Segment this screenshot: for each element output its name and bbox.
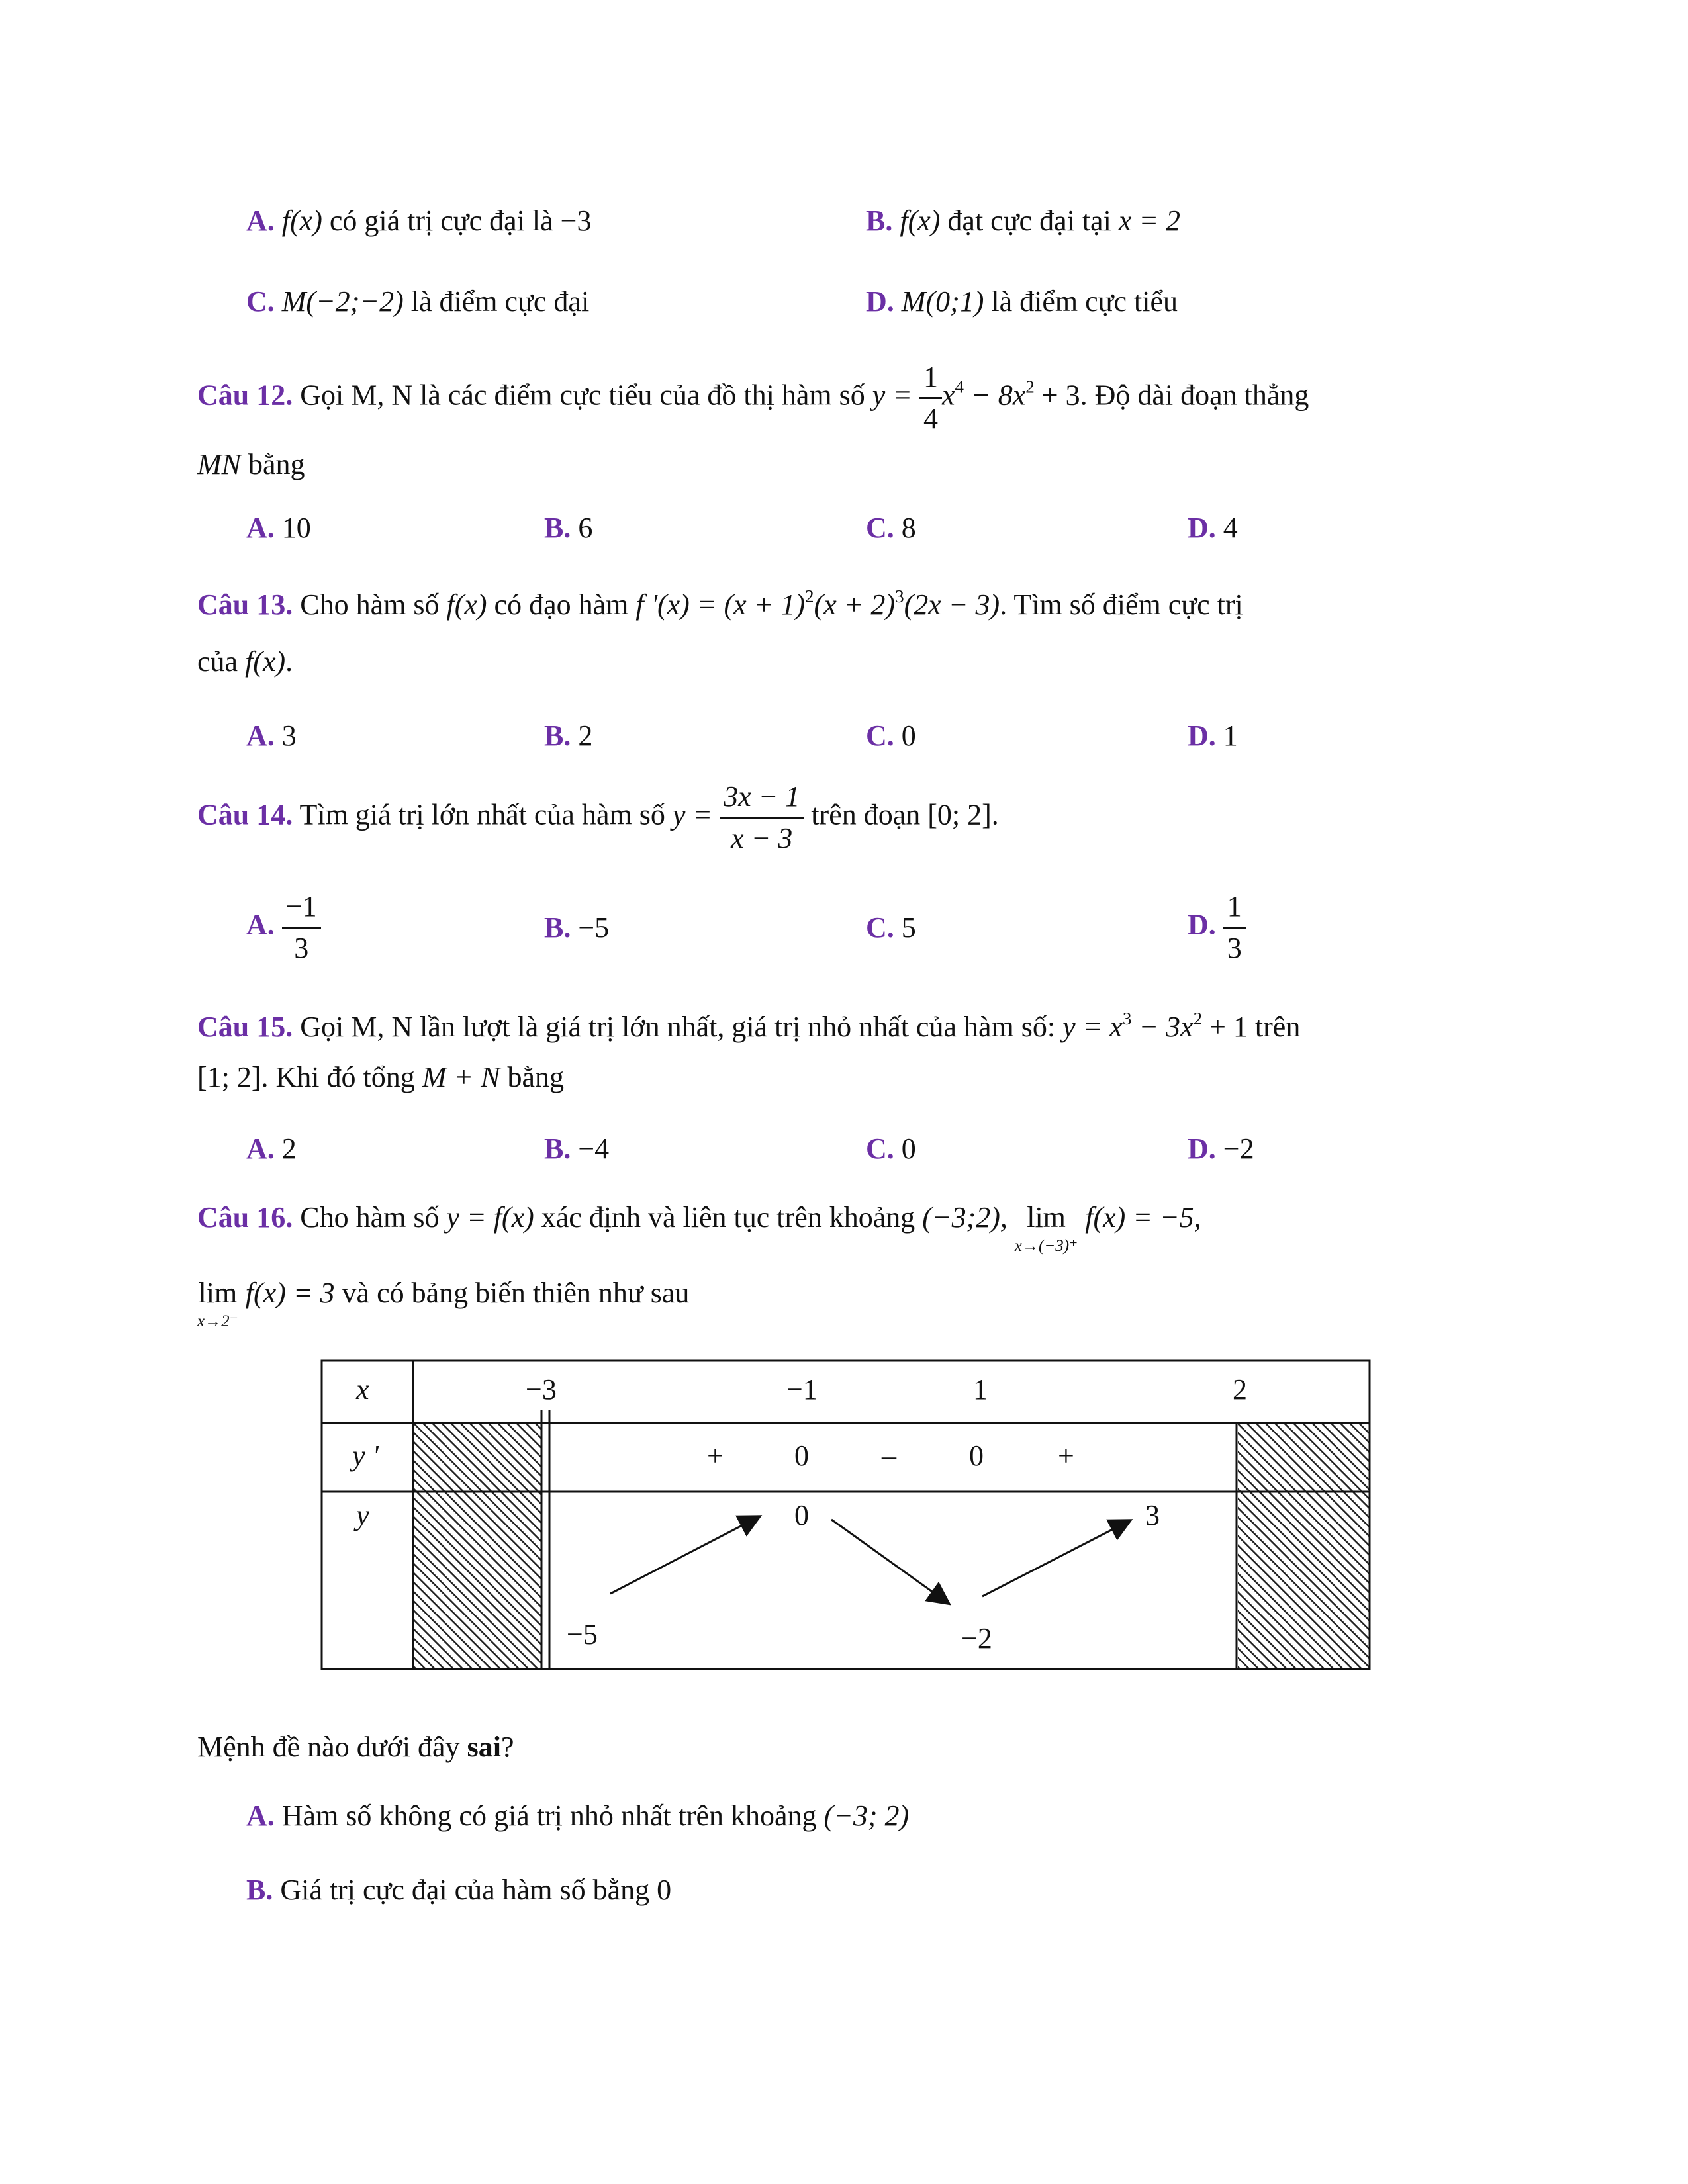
math-term: + 3 [1034, 379, 1080, 412]
question-text: Tìm giá trị lớn nhất của hàm số [299, 798, 665, 831]
math-interval: (−3; 2) [823, 1799, 910, 1832]
math-derivative: f '(x) = (x + 1) [635, 588, 806, 621]
hatch-right [1238, 1423, 1369, 1668]
question-number: Câu 15. [197, 1011, 293, 1043]
exponent: 2 [1025, 377, 1035, 397]
arrow-down [831, 1520, 948, 1603]
answer-text: Hàm số không có giá trị nhỏ nhất trên khoảng [281, 1799, 817, 1832]
answer-value: 10 [281, 512, 311, 544]
math-factor: (x + 2) [814, 588, 896, 621]
y-value-max: 0 [794, 1499, 809, 1531]
frac-num: 1 [1223, 892, 1246, 929]
math-fx: f(x) [900, 205, 941, 237]
answer-value: 0 [901, 719, 916, 752]
answer-label: D. [866, 285, 894, 318]
question-text: bằng [507, 1061, 564, 1093]
punctuation: ? [500, 1731, 514, 1763]
exponent: 2 [1193, 1009, 1203, 1028]
table-row-y: y [356, 1499, 369, 1531]
answer-text: là điểm cực tiểu [991, 285, 1178, 318]
answer-value: 2 [578, 719, 593, 752]
limit-expression: f(x) = 3 [245, 1277, 335, 1309]
math-fx: f(x) [281, 205, 322, 237]
answer-value: −2 [1223, 1132, 1254, 1165]
answer-text: là điểm cực đại [410, 285, 590, 318]
q16-option-b[interactable] [246, 1876, 671, 1905]
frac-den: 3 [294, 932, 309, 964]
sign: 0 [969, 1439, 984, 1472]
sign: + [1058, 1439, 1074, 1472]
question-text: và có bảng biến thiên như sau [342, 1277, 690, 1309]
question-number: Câu 12. [197, 379, 293, 412]
lim-word: lim [1027, 1201, 1066, 1234]
x-value: 1 [973, 1373, 988, 1406]
answer-value: 8 [901, 512, 916, 544]
answer-label: D. [1188, 719, 1216, 752]
answer-value: 6 [578, 512, 593, 544]
answer-value: −3 [560, 205, 592, 237]
exponent: 3 [1122, 1009, 1132, 1028]
exponent: 3 [895, 586, 904, 606]
math-term: + 1 [1202, 1011, 1248, 1043]
question-text: . Khi đó tổng [261, 1061, 415, 1093]
answer-label: C. [866, 911, 894, 944]
answer-value: −4 [578, 1132, 610, 1165]
answer-text: Giá trị cực đại của hàm số bằng 0 [280, 1874, 672, 1906]
frac-den: 4 [923, 402, 938, 435]
answer-label: A. [246, 908, 275, 941]
y-value-start: −5 [567, 1618, 598, 1651]
answer-value: 5 [901, 911, 916, 944]
answer-value: 2 [281, 1132, 297, 1165]
math-interval: (−3;2), [922, 1201, 1008, 1234]
answer-label: C. [866, 1132, 894, 1165]
x-value: 2 [1233, 1373, 1247, 1406]
question-text: có đạo hàm [494, 588, 629, 621]
answer-label: A. [246, 719, 275, 752]
math-factor: (2x − 3) [904, 588, 1000, 621]
punctuation: . [285, 645, 293, 678]
question-text: xác định và liên tục trên khoảng [541, 1201, 915, 1234]
exponent: 4 [955, 377, 964, 397]
question-text: của [197, 645, 238, 678]
answer-label: C. [866, 512, 894, 544]
math-mn: MN [197, 448, 241, 480]
math-func: y = f(x) [446, 1201, 534, 1234]
question-text: Mệnh đề nào dưới đây [197, 1731, 460, 1763]
limit-expression: f(x) = −5, [1085, 1201, 1201, 1234]
frac-den: 3 [1227, 932, 1242, 964]
answer-label: B. [544, 1132, 571, 1165]
answer-text: đạt cực đại tại [947, 205, 1111, 237]
answer-label: B. [866, 205, 893, 237]
answer-label: A. [246, 205, 275, 237]
question-text: trên [1254, 1011, 1301, 1043]
question-number: Câu 16. [197, 1201, 293, 1234]
answer-label: B. [246, 1874, 273, 1906]
question-number: Câu 13. [197, 588, 293, 621]
math-interval: [1; 2] [197, 1061, 261, 1093]
arrow-up-2 [982, 1521, 1129, 1596]
sign: – [882, 1439, 896, 1472]
answer-label: A. [246, 1132, 275, 1165]
table-row-yprime: y ' [352, 1439, 379, 1472]
answer-label: B. [544, 911, 571, 944]
answer-value: 1 [1223, 719, 1238, 752]
answer-label: D. [1188, 1132, 1216, 1165]
answer-value: −5 [578, 911, 610, 944]
question-text: trên đoạn [811, 798, 921, 831]
math-point: M(0;1) [901, 285, 984, 318]
question-text: Cho hàm số [300, 1201, 440, 1234]
y-value-end: 3 [1145, 1499, 1160, 1531]
answer-label: A. [246, 1799, 275, 1832]
answer-condition: x = 2 [1118, 205, 1181, 237]
math-interval: [0; 2] [927, 798, 992, 831]
y-value-min: −2 [961, 1622, 992, 1655]
math-y: y = [872, 379, 912, 412]
arrow-up-1 [610, 1517, 759, 1594]
answer-value: 4 [1223, 512, 1238, 544]
math-func: y = x [1062, 1011, 1123, 1043]
sign: + [707, 1439, 724, 1472]
answer-value: 3 [281, 719, 297, 752]
answer-label: D. [1188, 512, 1216, 544]
frac-num: 3x − 1 [720, 782, 804, 819]
x-value: −1 [786, 1373, 818, 1406]
question-text: . Tìm số điểm cực trị [1000, 588, 1243, 621]
question-text: . Độ dài đoạn thẳng [1080, 379, 1309, 412]
question-text: bằng [241, 448, 305, 480]
math-fx: f(x) [446, 588, 487, 621]
emphasis-word: sai [467, 1731, 501, 1763]
answer-label: B. [544, 512, 571, 544]
question-text: Gọi M, N lần lượt là giá trị lớn nhất, giá trị nhỏ nhất của hàm số: [300, 1011, 1056, 1043]
question-text: Gọi M, N là các điểm cực tiểu của đồ thị hàm số [300, 379, 865, 412]
question-text: Cho hàm số [300, 588, 440, 621]
math-fx: f(x) [245, 645, 286, 678]
hatch-left [413, 1423, 541, 1668]
sign: 0 [794, 1439, 809, 1472]
answer-text: có giá trị cực đại là [329, 205, 553, 237]
frac-num: 1 [919, 363, 942, 399]
math-x: x [941, 379, 955, 412]
answer-value: 0 [901, 1132, 916, 1165]
question-number: Câu 14. [197, 798, 293, 831]
exponent: 2 [805, 586, 814, 606]
math-sum: M + N [422, 1061, 500, 1093]
frac-den: x − 3 [731, 822, 793, 854]
math-term: − 3x [1131, 1011, 1194, 1043]
math-y: y = [672, 798, 713, 831]
table-row-x: x [356, 1373, 369, 1406]
punctuation: . [991, 798, 999, 831]
answer-label: A. [246, 512, 275, 544]
lim-subscript: x→(−3)⁺ [1014, 1237, 1078, 1255]
frac-num: −1 [282, 892, 321, 929]
answer-label: C. [866, 719, 894, 752]
q16-option-a[interactable] [246, 1801, 909, 1831]
math-point: M(−2;−2) [281, 285, 404, 318]
answer-label: C. [246, 285, 275, 318]
x-value: −3 [526, 1373, 557, 1406]
lim-subscript: x→2⁻ [197, 1312, 238, 1330]
math-term: − 8x [964, 379, 1026, 412]
answer-label: D. [1188, 908, 1216, 941]
lim-word: lim [198, 1277, 238, 1309]
q16-prompt [197, 1733, 514, 1762]
answer-label: B. [544, 719, 571, 752]
